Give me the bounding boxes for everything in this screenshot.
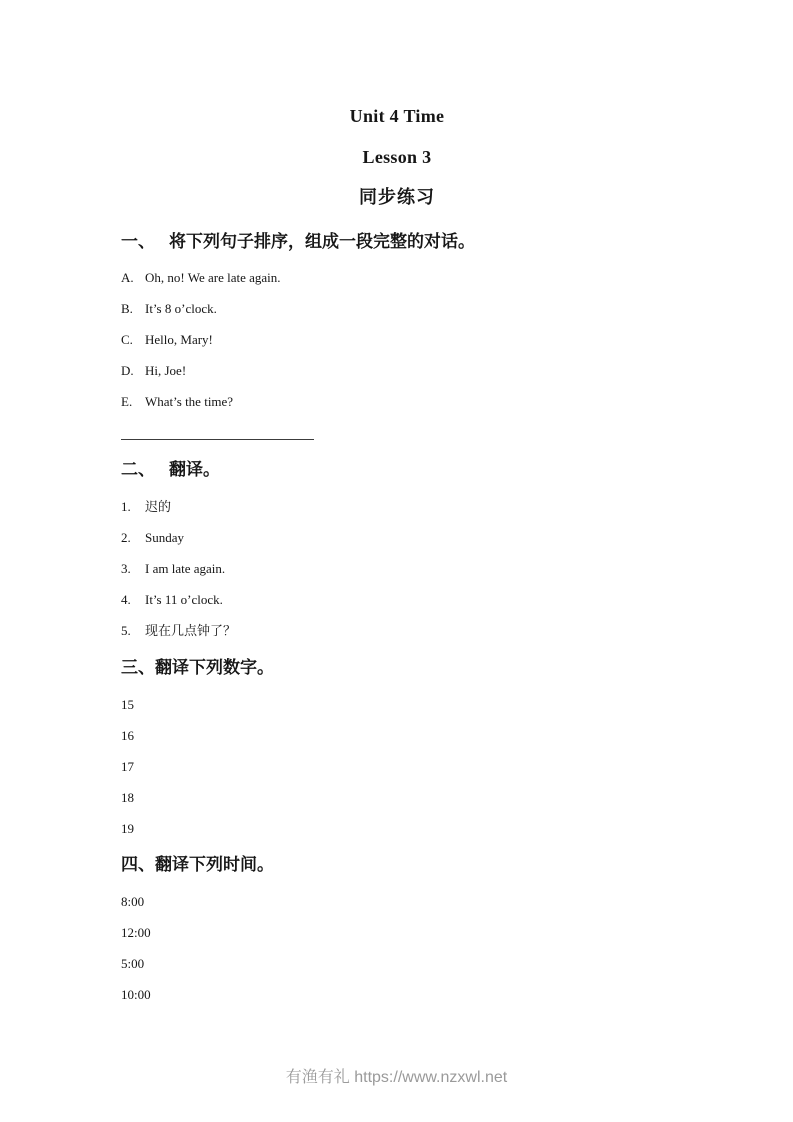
list-item	[121, 355, 673, 386]
list-item	[121, 720, 673, 751]
item-label: C.	[121, 332, 133, 347]
list-item	[121, 324, 673, 355]
list-item	[121, 979, 673, 1010]
doc-subtitle-lesson: Lesson 3	[362, 147, 432, 167]
list-item	[121, 948, 673, 979]
list-item	[121, 386, 673, 417]
list-item	[121, 689, 673, 720]
item-text: Sunday	[145, 530, 184, 545]
item-text: 16	[121, 728, 134, 743]
list-item	[121, 262, 673, 293]
list-item	[121, 615, 673, 646]
list-item	[121, 491, 673, 522]
item-text: 19	[121, 821, 134, 836]
section-2-heading	[121, 460, 673, 480]
section-3-number: 三、	[121, 658, 155, 677]
item-text: Hello, Mary!	[145, 332, 213, 347]
item-label: 1.	[121, 499, 131, 514]
item-text: 10:00	[121, 987, 151, 1002]
watermark-footer: 有渔有礼 https://www.nzxwl.net	[285, 1069, 508, 1086]
list-item	[121, 751, 673, 782]
item-text: 8:00	[121, 894, 145, 909]
section-4-title: 翻译下列时间。	[155, 855, 274, 874]
section-3-list	[121, 689, 673, 844]
section-3-title: 翻译下列数字。	[155, 658, 274, 677]
item-text: 5:00	[121, 956, 145, 971]
item-label: D.	[121, 363, 134, 378]
item-label: A.	[121, 270, 134, 285]
item-text: 15	[121, 697, 134, 712]
list-item	[121, 782, 673, 813]
list-item	[121, 293, 673, 324]
section-1-number: 一、	[121, 232, 155, 251]
item-text: 12:00	[121, 925, 151, 940]
item-label: E.	[121, 394, 133, 409]
item-text: 18	[121, 790, 134, 805]
item-text: It’s 11 o’clock.	[145, 592, 223, 607]
item-label: 3.	[121, 561, 131, 576]
item-label: 2.	[121, 530, 131, 545]
section-2-list	[121, 491, 673, 646]
section-1-title: 将下列句子排序，组成一段完整的对话。	[169, 232, 475, 251]
section-2-title: 翻译。	[169, 460, 220, 479]
item-text: 17	[121, 759, 134, 774]
document-content	[121, 0, 673, 1010]
item-text: I am late again.	[145, 561, 226, 576]
section-3-heading	[121, 658, 673, 678]
item-label: 4.	[121, 592, 131, 607]
section-4-heading	[121, 855, 673, 875]
section-4-list	[121, 886, 673, 1010]
item-text: 迟的	[145, 499, 172, 514]
section-2-number: 二、	[121, 460, 155, 479]
section-1-heading	[121, 232, 673, 252]
list-item	[121, 584, 673, 615]
item-text: Oh, no! We are late again.	[145, 270, 281, 285]
item-text: 现在几点钟了？	[145, 623, 237, 638]
list-item	[121, 917, 673, 948]
item-label: B.	[121, 301, 133, 316]
section-4-number: 四、	[121, 855, 155, 874]
answer-blank-line	[121, 433, 314, 440]
list-item	[121, 886, 673, 917]
item-text: It’s 8 o’clock.	[145, 301, 217, 316]
doc-title: Unit 4 Time	[349, 106, 445, 126]
section-1-list	[121, 262, 673, 417]
list-item	[121, 522, 673, 553]
doc-subtitle-cn: 同步练习	[359, 187, 435, 207]
list-item	[121, 553, 673, 584]
list-item	[121, 813, 673, 844]
item-text: What’s the time?	[145, 394, 234, 409]
item-text: Hi, Joe!	[145, 363, 187, 378]
item-label: 5.	[121, 623, 131, 638]
